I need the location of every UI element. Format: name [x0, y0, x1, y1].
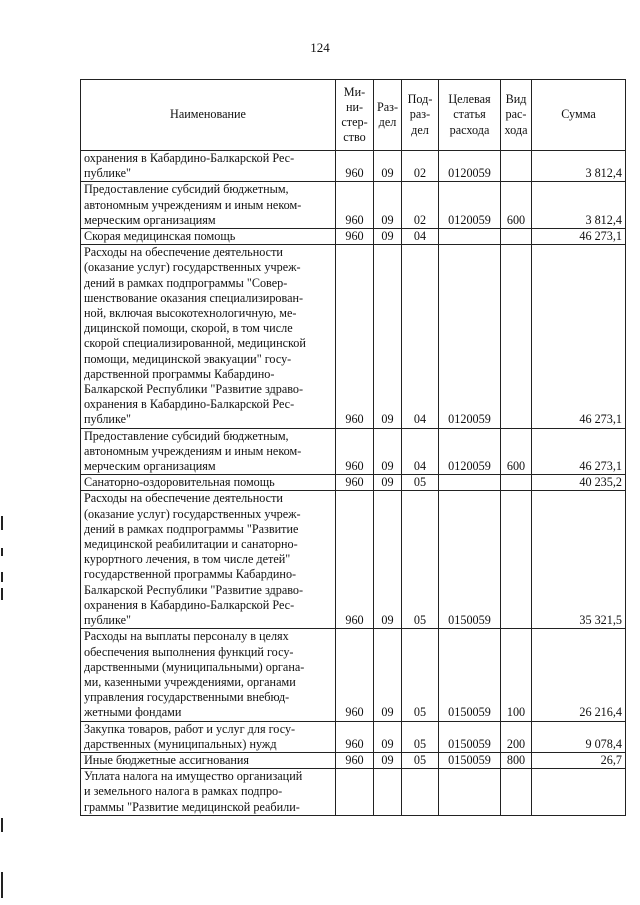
row-name: Расходы на выплаты персоналу в целях обеспечения выполнения функций госу- дарственными (муниципальными) органа- ми, казенными учреждениями, органами управления государственными внебюд- жетными фондами	[81, 629, 336, 721]
row-subsection: 05	[402, 721, 439, 752]
row-name: Санаторно-оздоровительная помощь	[81, 475, 336, 491]
row-section: 09	[374, 475, 402, 491]
row-section: 09	[374, 182, 402, 229]
row-target: 0150059	[439, 721, 501, 752]
row-type	[501, 245, 532, 428]
row-amount: 9 078,4	[532, 721, 626, 752]
row-section: 09	[374, 752, 402, 768]
table-row	[81, 475, 626, 491]
row-type: 200	[501, 721, 532, 752]
table-row	[81, 151, 626, 182]
row-target: 0120059	[439, 428, 501, 475]
row-ministry: 960	[336, 752, 374, 768]
row-target: 0120059	[439, 182, 501, 229]
row-type	[501, 769, 532, 816]
row-ministry: 960	[336, 245, 374, 428]
row-amount: 46 273,1	[532, 245, 626, 428]
table-row	[81, 769, 626, 816]
row-section: 09	[374, 151, 402, 182]
row-target: 0120059	[439, 151, 501, 182]
header-section: Раз- дел	[374, 80, 402, 151]
page-number: 124	[310, 40, 330, 55]
row-amount: 35 321,5	[532, 491, 626, 629]
row-subsection: 05	[402, 475, 439, 491]
scan-margin-mark	[1, 818, 3, 832]
row-type: 600	[501, 428, 532, 475]
row-ministry: 960	[336, 428, 374, 475]
row-ministry: 960	[336, 629, 374, 721]
row-name: Уплата налога на имущество организаций и земельного налога в рамках подпро- граммы "Развитие медицинской реабили-	[81, 769, 336, 816]
row-amount: 46 273,1	[532, 229, 626, 245]
table-body	[81, 151, 626, 816]
row-type	[501, 475, 532, 491]
table-row	[81, 629, 626, 721]
row-name: Предоставление субсидий бюджетным, автономным учреждениям и иным неком- мерческим организациям	[81, 182, 336, 229]
row-type	[501, 491, 532, 629]
scan-margin-mark	[1, 588, 3, 600]
budget-table	[80, 79, 626, 816]
row-section: 09	[374, 721, 402, 752]
row-subsection: 02	[402, 151, 439, 182]
row-name: Иные бюджетные ассигнования	[81, 752, 336, 768]
row-target	[439, 769, 501, 816]
row-target	[439, 229, 501, 245]
row-type: 800	[501, 752, 532, 768]
row-name: Расходы на обеспечение деятельности (оказание услуг) государственных учреж- дений в рамках подпрограммы "Развитие медицинской реабилитации и санаторно- курортного лечения, в том числе детей" государственной программы Кабардино- Балкарской Республики "Развитие здраво- охранения в Кабардино-Балкарской Рес- публике"	[81, 491, 336, 629]
row-type: 100	[501, 629, 532, 721]
table-row	[81, 428, 626, 475]
header-ministry: Ми- ни- стер- ство	[336, 80, 374, 151]
row-type	[501, 229, 532, 245]
table-row	[81, 182, 626, 229]
row-name: Предоставление субсидий бюджетным, автономным учреждениям и иным неком- мерческим организациям	[81, 428, 336, 475]
row-subsection: 05	[402, 752, 439, 768]
row-ministry: 960	[336, 151, 374, 182]
row-amount: 26 216,4	[532, 629, 626, 721]
row-ministry: 960	[336, 182, 374, 229]
row-ministry: 960	[336, 721, 374, 752]
table-header	[81, 80, 626, 151]
row-target: 0120059	[439, 245, 501, 428]
row-section	[374, 769, 402, 816]
scan-margin-mark	[1, 872, 3, 898]
row-amount: 46 273,1	[532, 428, 626, 475]
row-section: 09	[374, 229, 402, 245]
row-section: 09	[374, 245, 402, 428]
row-section: 09	[374, 491, 402, 629]
row-name: Скорая медицинская помощь	[81, 229, 336, 245]
row-target	[439, 475, 501, 491]
table-row	[81, 491, 626, 629]
table-row	[81, 752, 626, 768]
row-target: 0150059	[439, 491, 501, 629]
row-name: охранения в Кабардино-Балкарской Рес- публике"	[81, 151, 336, 182]
row-section: 09	[374, 428, 402, 475]
row-type	[501, 151, 532, 182]
table-row	[81, 721, 626, 752]
row-subsection: 02	[402, 182, 439, 229]
table-row	[81, 245, 626, 428]
row-amount: 40 235,2	[532, 475, 626, 491]
row-name: Расходы на обеспечение деятельности (оказание услуг) государственных учреж- дений в рамках подпрограммы "Совер- шенствование оказания специализирован- ной, включая высокотехнологичную, ме- дицинской помощи, скорой, в том числе скорой специализированной, медицинской помощи, медицинской эвакуации" госу- дарственной программы Кабардино- Балкарской Республики "Развитие здраво- охранения в Кабардино-Балкарской Рес- публике"	[81, 245, 336, 428]
row-amount: 3 812,4	[532, 151, 626, 182]
header-subsection: Под- раз- дел	[402, 80, 439, 151]
header-name: Наименование	[81, 80, 336, 151]
row-ministry: 960	[336, 475, 374, 491]
row-subsection: 04	[402, 229, 439, 245]
row-target: 0150059	[439, 752, 501, 768]
row-amount: 3 812,4	[532, 182, 626, 229]
row-subsection: 04	[402, 428, 439, 475]
row-ministry: 960	[336, 491, 374, 629]
scan-margin-mark	[1, 516, 3, 530]
header-target-article: Целевая статья расхода	[439, 80, 501, 151]
row-subsection	[402, 769, 439, 816]
row-subsection: 05	[402, 629, 439, 721]
row-subsection: 05	[402, 491, 439, 629]
row-section: 09	[374, 629, 402, 721]
header-amount: Сумма	[532, 80, 626, 151]
row-target: 0150059	[439, 629, 501, 721]
row-ministry	[336, 769, 374, 816]
row-amount	[532, 769, 626, 816]
scan-margin-mark	[1, 572, 3, 582]
row-amount: 26,7	[532, 752, 626, 768]
table-row	[81, 229, 626, 245]
row-ministry: 960	[336, 229, 374, 245]
scan-margin-mark	[1, 548, 3, 556]
row-subsection: 04	[402, 245, 439, 428]
row-name: Закупка товаров, работ и услуг для госу- дарственных (муниципальных) нужд	[81, 721, 336, 752]
row-type: 600	[501, 182, 532, 229]
header-expense-type: Вид рас- хода	[501, 80, 532, 151]
